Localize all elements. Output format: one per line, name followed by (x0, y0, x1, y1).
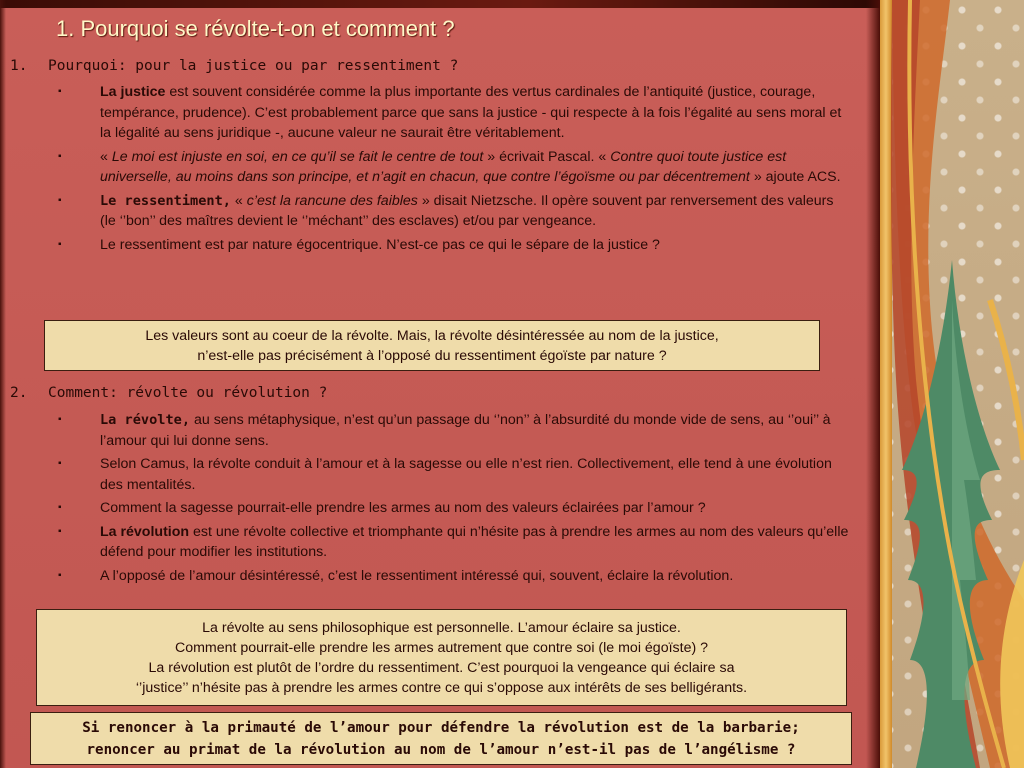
conclusion-line: Si renoncer à la primauté de l’amour pour défendre la révolution est de la barbarie; (82, 720, 800, 736)
bullet-text: A l’opposé de l’amour désintéressé, c’est le ressentiment intéressé qui, souvent, éclaire la révolution. (100, 567, 734, 584)
conclusion-box (30, 712, 852, 765)
slide-top-band (0, 0, 880, 8)
quote-open: « (230, 192, 247, 209)
bullet-icon: ▪ (58, 458, 62, 469)
bullet-text: est souvent considérée comme la plus importante des vertus cardinales de l’antiquité (justice, courage, tempérance, prudence). C’est probablement parce que sans la justice - qui respecte à la fois l’égalité au sens moral et la légalité au sens juridique -, aucune valeur ne saurait être véritablement. (100, 84, 842, 141)
bullet-text: Selon Camus, la révolte conduit à l’amour et à la sagesse ou elle n’est rien. Collectivement, elle tend à une évolution des mentalités. (100, 456, 832, 493)
bullet-text: » disait Nietzsche. Il opère souvent par renversement des valeurs (le ‘’bon’’ des maîtres devient le ‘’méchant’’ des esclaves) et/ou par vengeance. (100, 192, 834, 229)
slide-left-shadow (0, 0, 6, 768)
bullet-text: au sens métaphysique, n’est qu’un passage du ‘’non’’ à l’absurdité du monde vide de sens, au ‘’oui’’ à l’amour qui lui donne sens. (100, 412, 831, 449)
list-item (58, 235, 850, 256)
bullet-icon: ▪ (58, 194, 62, 206)
list-item (58, 454, 850, 495)
section-2-bullet-list (58, 410, 850, 589)
section-1-callout-box (44, 320, 820, 371)
list-item (58, 82, 850, 144)
section-2-heading (10, 385, 860, 401)
pascal-quote: Le moi est injuste en soi, en ce qu’il se fait le centre de tout (111, 148, 484, 165)
section-1-heading (10, 58, 860, 74)
slide-title: 1. Pourquoi se révolte-t-on et comment ? (56, 16, 455, 41)
keyword: La révolte, (100, 412, 191, 428)
section-2-number: 2. (10, 385, 28, 401)
quote-attribution: » ajoute ACS. (749, 169, 841, 185)
callout-line: n’est-elle pas précisément à l’opposé du ressentiment égoïste par nature ? (197, 348, 667, 364)
bullet-icon: ▪ (58, 569, 62, 581)
section-2-callout-box (36, 609, 847, 706)
section-1-bullet-list (58, 82, 850, 258)
callout-line: Comment pourrait-elle prendre les armes autrement que contre soi (le moi égoïste) ? (174, 640, 709, 656)
callout-line: Les valeurs sont au coeur de la révolte. Mais, la révolte désintéressée au nom de la justice, (145, 328, 719, 344)
bullet-text: Comment la sagesse pourrait-elle prendre les armes au nom des valeurs éclairées par l’amour ? (100, 500, 706, 516)
bullet-icon: ▪ (58, 86, 62, 97)
keyword: La révolution (100, 523, 190, 540)
decorative-panel (880, 0, 1024, 768)
bullet-text: Le ressentiment est par nature égocentrique. N’est-ce pas ce qui le sépare de la justice ? (100, 236, 660, 253)
quote-open: « (100, 148, 112, 165)
keyword: La justice (100, 84, 166, 100)
decorative-artwork (880, 0, 1024, 768)
nietzsche-quote: c’est la rancune des faibles (246, 192, 418, 209)
acs-quote: Contre quoi toute justice est universelle, au moins dans son principe, et n’agit en chacun, que contre l’égoïsme ou par décentrement (100, 148, 787, 185)
bullet-icon: ▪ (58, 525, 62, 537)
slide-right-shadow (866, 0, 880, 768)
section-1-number: 1. (10, 58, 28, 74)
gold-curve (990, 300, 1024, 460)
callout-line: La révolution est plutôt de l’ordre du ressentiment. C’est pourquoi la vengeance qui éclaire sa (148, 660, 735, 676)
callout-line: La révolte au sens philosophique est personnelle. L’amour éclaire sa justice. (202, 620, 681, 636)
bullet-icon: ▪ (58, 238, 62, 250)
quote-attribution: » écrivait Pascal. « (483, 148, 611, 165)
list-item (58, 522, 850, 563)
bullet-icon: ▪ (58, 502, 62, 513)
conclusion-line: renoncer au primat de la révolution au nom de l’amour n’est-il pas de l’angélisme ? (86, 742, 796, 758)
list-item (58, 498, 850, 519)
section-1-title: Pourquoi: pour la justice ou par ressentiment ? (48, 58, 459, 74)
bullet-text: est une révolte collective et triomphante qui n’hésite pas à prendre les armes au nom des valeurs qu’elle défend pour modifier les institutions. (100, 523, 849, 560)
list-item (58, 410, 850, 451)
callout-line: ‘’justice’’ n’hésite pas à prendre les armes contre ce qui s’oppose aux intérêts de ses belligérants. (135, 680, 748, 696)
section-2-title: Comment: révolte ou révolution ? (48, 385, 328, 401)
list-item (58, 191, 850, 232)
keyword: Le ressentiment, (100, 192, 231, 209)
bullet-icon: ▪ (58, 414, 62, 425)
bullet-icon: ▪ (58, 150, 62, 162)
list-item (58, 566, 850, 587)
list-item (58, 147, 850, 188)
